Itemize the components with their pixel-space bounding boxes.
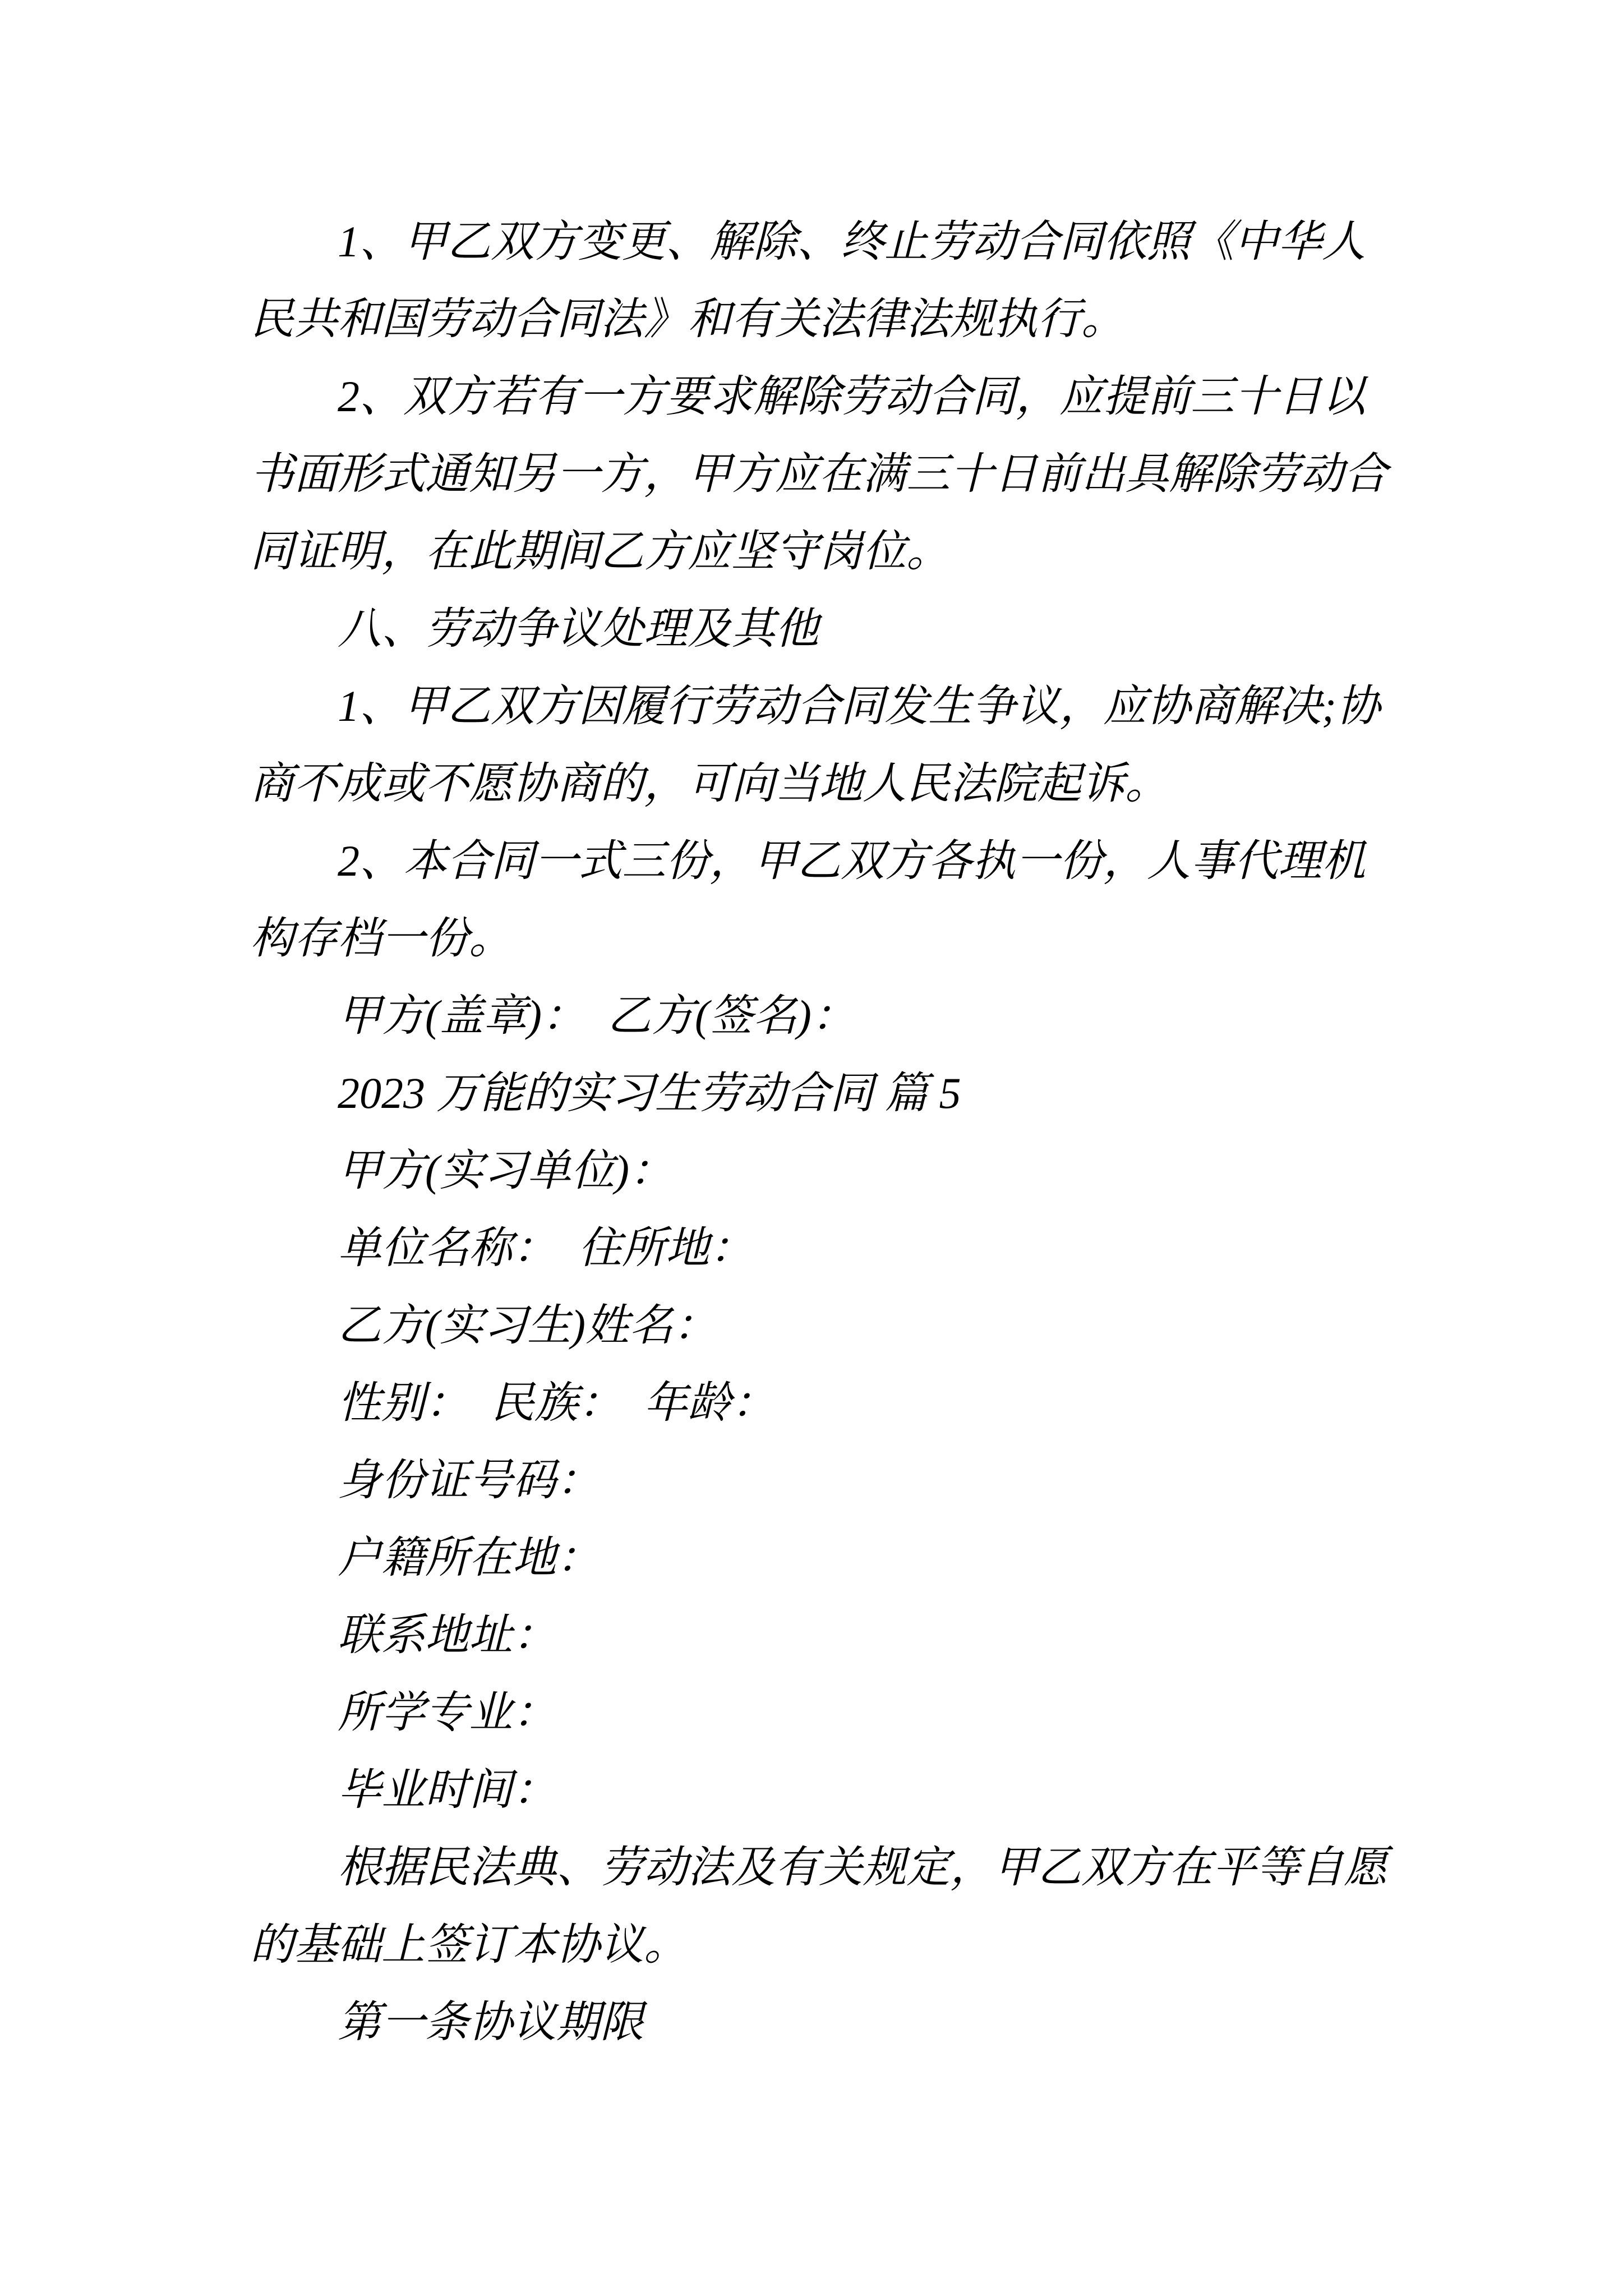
text-line-10: 构存档一份。 xyxy=(250,914,513,963)
text-line-4: 书面形式通知另一方，甲方应在满三十日前出具解除劳动合 xyxy=(250,449,1388,498)
text-line-22: 根据民法典、劳动法及有关规定，甲乙双方在平等自愿 xyxy=(338,1843,1388,1892)
text-line-8: 商不成或不愿协商的，可向当地人民法院起诉。 xyxy=(250,759,1169,808)
text-line-18: 户籍所在地： xyxy=(338,1533,601,1582)
text-line-5: 同证明，在此期间乙方应坚守岗位。 xyxy=(250,527,951,576)
text-line-7: 1、甲乙双方因履行劳动合同发生争议，应协商解决;协 xyxy=(338,682,1380,730)
text-line-2: 民共和国劳动合同法》和有关法律法规执行。 xyxy=(250,295,1126,343)
text-line-20: 所学专业： xyxy=(338,1688,557,1737)
document-body xyxy=(250,203,1403,2061)
text-line-1: 1、甲乙双方变更、解除、终止劳动合同依照《中华人 xyxy=(338,217,1366,266)
text-line-23: 的基础上签订本协议。 xyxy=(250,1920,688,1969)
text-line-14: 单位名称： 住所地： xyxy=(338,1223,754,1272)
text-line-19: 联系地址： xyxy=(338,1611,557,1659)
text-line-12: 2023 万能的实习生劳动合同 篇 5 xyxy=(338,1069,961,1117)
text-line-16: 性别： 民族： 年龄： xyxy=(338,1378,776,1427)
text-line-21: 毕业时间： xyxy=(338,1765,557,1814)
text-line-6: 八、劳动争议处理及其他 xyxy=(338,604,819,653)
text-line-15: 乙方(实习生)姓名： xyxy=(338,1301,717,1350)
text-line-11: 甲方(盖章)： 乙方(签名)： xyxy=(338,991,855,1040)
text-line-13: 甲方(实习单位)： xyxy=(338,1146,673,1195)
text-line-3: 2、双方若有一方要求解除劳动合同，应提前三十日以 xyxy=(338,372,1366,421)
text-line-17: 身份证号码： xyxy=(338,1456,601,1504)
text-line-9: 2、本合同一式三份，甲乙双方各执一份，人事代理机 xyxy=(338,836,1366,885)
text-line-24: 第一条协议期限 xyxy=(338,1998,644,2046)
